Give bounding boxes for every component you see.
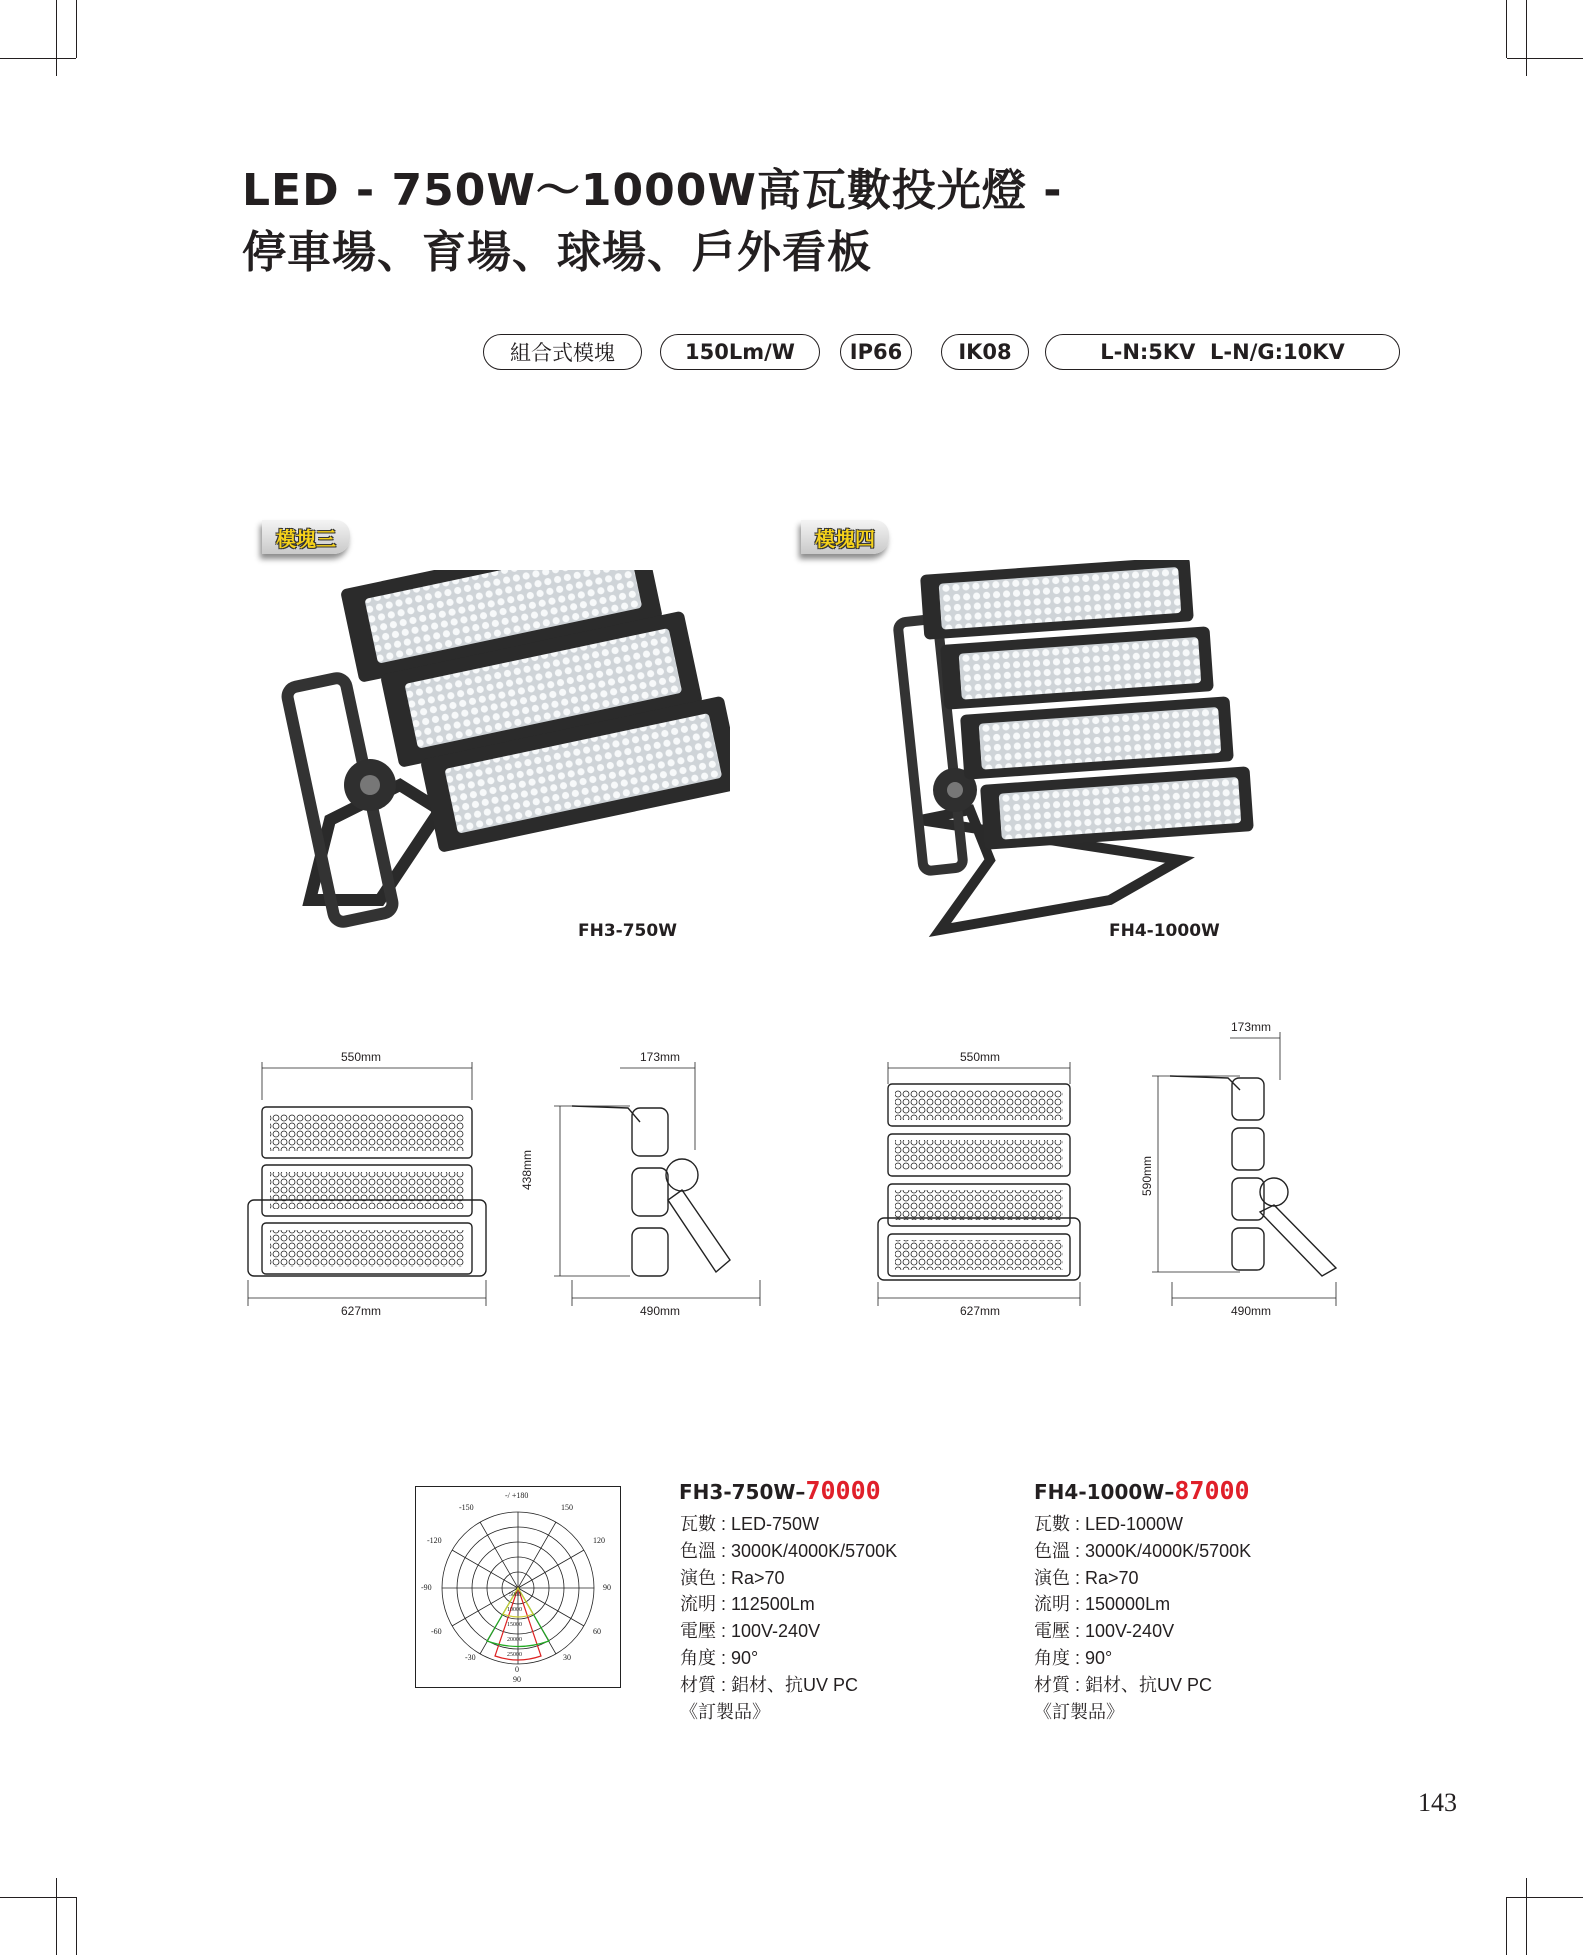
dim-fh3-front-width: 550mm xyxy=(341,1050,382,1064)
polar-ring-label: 15000 xyxy=(507,1622,522,1628)
crop-mark xyxy=(1507,1897,1583,1898)
polar-ring-label: 5000 xyxy=(509,1592,521,1598)
dim-fh4-front-width: 550mm xyxy=(960,1050,1001,1064)
polar-angle-label: -150 xyxy=(459,1503,474,1512)
price-fh4: 87000 xyxy=(1174,1476,1250,1505)
spec-item: 流明 : 150000Lm xyxy=(1034,1594,1171,1615)
model-label-fh4: FH4-1000W xyxy=(1109,921,1220,941)
badge-module: 組合式模塊 xyxy=(483,334,642,370)
spec-title-fh4 xyxy=(1034,1476,1250,1505)
dim-fh4-side-width: 490mm xyxy=(1231,1304,1272,1318)
polar-angle-label: 150 xyxy=(561,1503,573,1512)
badge-ik: IK08 xyxy=(941,334,1029,370)
crop-mark xyxy=(1507,58,1583,59)
dim-fh3-height: 438mm xyxy=(520,1149,534,1190)
spec-item: 《訂製品》 xyxy=(680,1701,770,1722)
polar-angle-label: 90 xyxy=(513,1675,521,1684)
spec-list-fh4 xyxy=(1034,1511,1251,1725)
dim-fh3-base-width: 627mm xyxy=(341,1304,382,1318)
spec-item: 演色 : Ra>70 xyxy=(1034,1567,1139,1588)
title-line-1: LED - 750W～1000W高瓦數投光燈 - xyxy=(242,165,1063,216)
spec-model-fh3: FH3-750W– xyxy=(679,1480,806,1504)
polar-angle-label: -90 xyxy=(421,1583,432,1592)
polar-angle-label: -/ +180 xyxy=(505,1491,529,1500)
spec-item: 材質 : 鋁材、抗UV PC xyxy=(680,1674,859,1695)
crop-mark xyxy=(0,58,76,59)
spec-title-fh3 xyxy=(679,1476,881,1505)
spec-item: 角度 : 90° xyxy=(1034,1647,1113,1668)
dim-fh3-side-depth: 173mm xyxy=(640,1050,681,1064)
crop-mark xyxy=(76,0,77,58)
polar-angle-label: 120 xyxy=(593,1536,605,1545)
spec-item: 電壓 : 100V-240V xyxy=(680,1621,821,1642)
page-title xyxy=(242,160,1062,284)
spec-item: 材質 : 鋁材、抗UV PC xyxy=(1034,1674,1213,1695)
dimension-drawing-fh4-front xyxy=(870,1050,1100,1310)
page-number: 143 xyxy=(1418,1788,1457,1817)
badge-efficacy: 150Lm/W xyxy=(660,334,820,370)
spec-item: 電壓 : 100V-240V xyxy=(1034,1621,1175,1642)
product-photo-fh3 xyxy=(270,570,730,930)
price-fh3: 70000 xyxy=(805,1476,881,1505)
module-tag-four: 模塊四 xyxy=(801,520,889,554)
crop-mark xyxy=(56,1878,57,1955)
badge-surge: L-N:5KV L-N/G:10KV xyxy=(1045,334,1400,370)
module-tag-three: 模塊三 xyxy=(262,520,350,554)
title-line-2: 停車場、育場、球場、戶外看板 xyxy=(242,227,872,278)
dimension-drawing-fh3-front xyxy=(240,1050,500,1310)
polar-angle-label: -120 xyxy=(427,1536,442,1545)
model-label-fh3: FH3-750W xyxy=(578,921,677,941)
crop-mark xyxy=(0,1897,76,1898)
polar-angle-label: -60 xyxy=(431,1627,442,1636)
spec-item: 色溫 : 3000K/4000K/5700K xyxy=(680,1540,898,1561)
polar-ring-label: 10000 xyxy=(507,1607,522,1613)
crop-mark xyxy=(76,1897,77,1955)
dim-fh4-base-width: 627mm xyxy=(960,1304,1001,1318)
polar-angle-label: -30 xyxy=(465,1653,476,1662)
polar-angle-label: 0 xyxy=(515,1665,519,1674)
dimension-drawing-fh3-side xyxy=(540,1050,770,1310)
spec-item: 角度 : 90° xyxy=(680,1647,759,1668)
polar-ring-label: 25000 xyxy=(507,1652,522,1658)
spec-item: 瓦數 : LED-1000W xyxy=(1034,1514,1184,1534)
dim-fh4-height: 590mm xyxy=(1140,1155,1154,1196)
spec-model-fh4: FH4-1000W– xyxy=(1034,1480,1175,1504)
product-photo-fh4 xyxy=(880,560,1260,940)
crop-mark xyxy=(1506,0,1507,58)
polar-angle-label: 90 xyxy=(603,1583,611,1592)
crop-mark xyxy=(1506,1897,1507,1955)
polar-angle-label: 60 xyxy=(593,1627,601,1636)
crop-mark xyxy=(1526,1878,1527,1955)
dimension-drawing-fh4-side xyxy=(1140,1020,1360,1310)
spec-item: 瓦數 : LED-750W xyxy=(680,1514,820,1534)
crop-mark xyxy=(1526,0,1527,76)
polar-ring-label: 20000 xyxy=(507,1637,522,1643)
spec-list-fh3 xyxy=(680,1511,897,1725)
spec-item: 流明 : 112500Lm xyxy=(680,1594,815,1615)
badge-ip: IP66 xyxy=(840,334,912,370)
dim-fh3-side-width: 490mm xyxy=(640,1304,681,1318)
polar-light-distribution-chart xyxy=(415,1486,621,1688)
spec-item: 演色 : Ra>70 xyxy=(680,1567,785,1588)
crop-mark xyxy=(56,0,57,76)
spec-item: 《訂製品》 xyxy=(1034,1701,1124,1722)
dim-fh4-side-depth: 173mm xyxy=(1231,1020,1272,1034)
polar-angle-label: 30 xyxy=(563,1653,571,1662)
spec-item: 色溫 : 3000K/4000K/5700K xyxy=(1034,1540,1252,1561)
